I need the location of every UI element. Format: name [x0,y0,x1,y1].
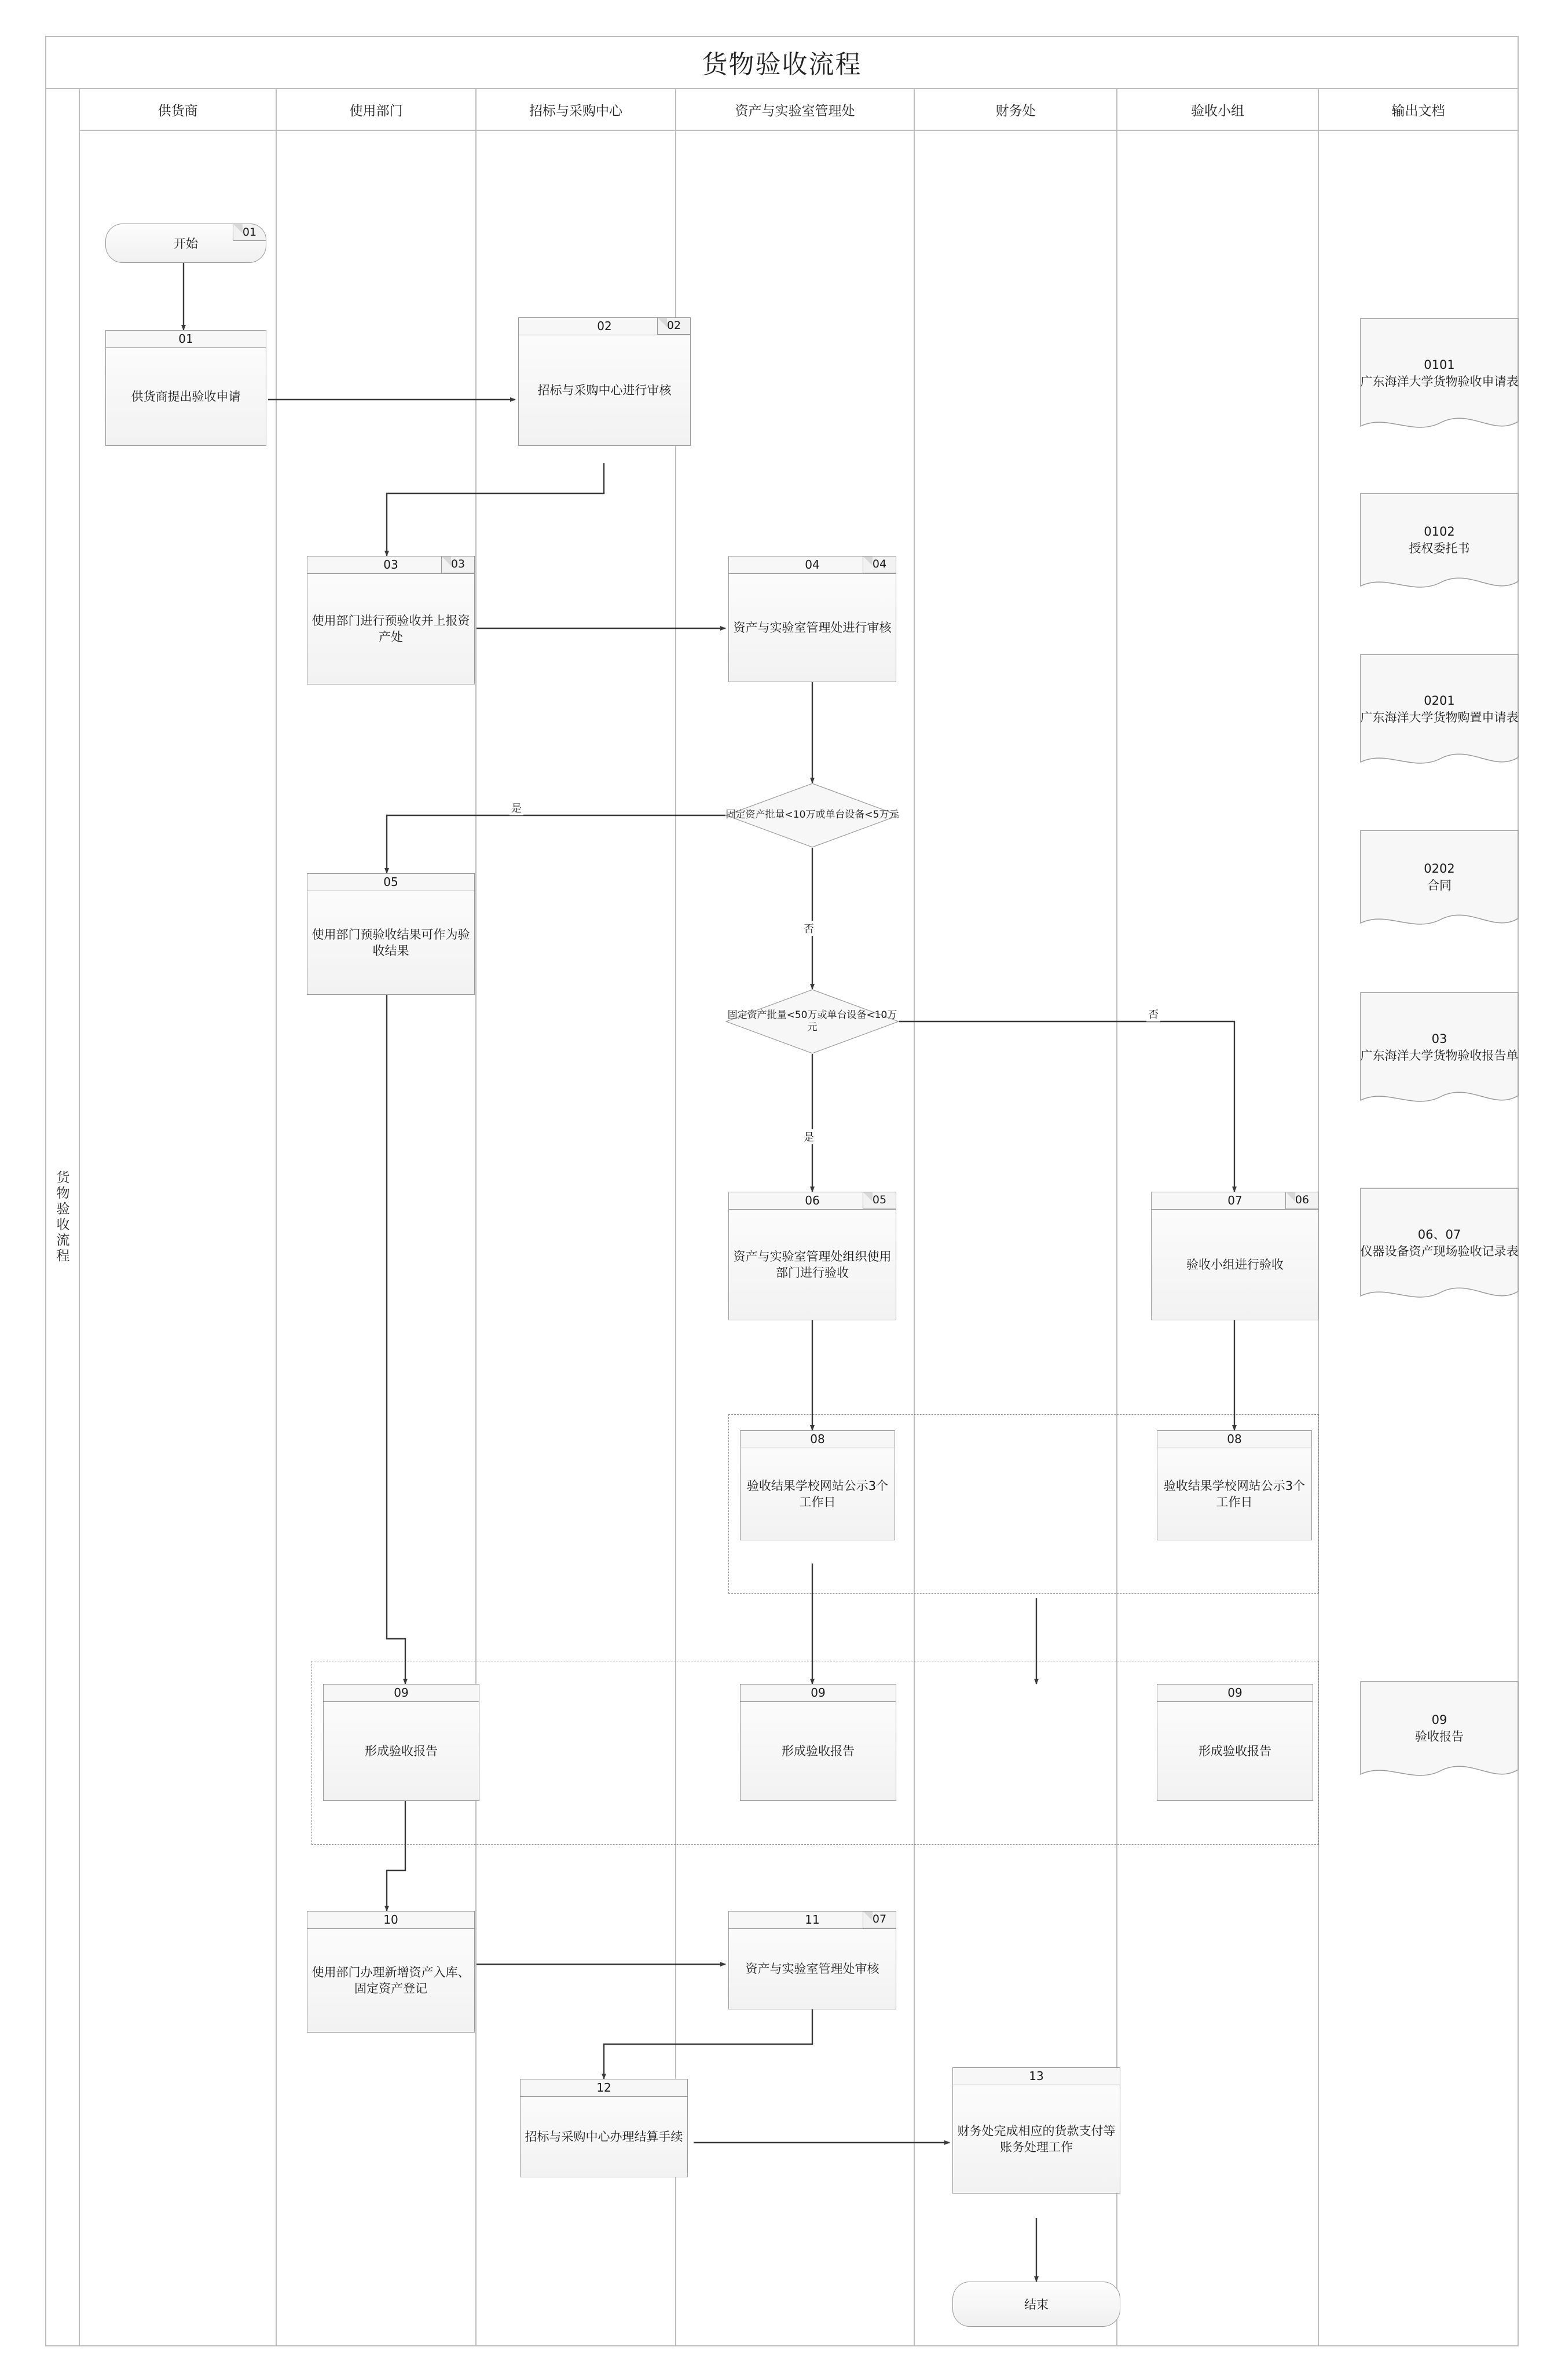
vertical-title-column [45,89,80,2346]
node-08b-label: 验收结果学校网站公示3个工作日 [1163,1478,1306,1509]
node-supplier-apply[interactable] [105,330,266,446]
node-11-tag: 07 [863,1911,896,1928]
node-13-number: 13 [953,2068,1120,2085]
doc-0202-content [1359,829,1519,933]
node-report-acceptance-group[interactable] [1157,1684,1313,1801]
node-end-label: 结束 [1024,2298,1049,2312]
node-10-label: 使用部门办理新增资产入库、固定资产登记 [311,1965,470,1995]
node-12-number: 12 [521,2079,687,2097]
node-09a-number: 09 [324,1685,479,1702]
node-group-acceptance[interactable] [1151,1192,1319,1320]
doc-09-number: 09 [1431,1712,1447,1727]
lane-header-using-dept: 使用部门 [277,89,477,131]
node-04-tag: 04 [863,556,896,573]
doc-0607-label: 仪器设备资产现场验收记录表 [1360,1244,1519,1258]
lane-body-supplier [80,131,277,2346]
page-title: 货物验收流程 [45,36,1519,89]
lane-header-supplier: 供货商 [80,89,277,131]
doc-0202-label: 合同 [1427,878,1452,892]
node-08a-number: 08 [741,1431,895,1448]
node-bidding-review[interactable] [518,317,691,446]
doc-0201-content [1359,653,1519,774]
edge-label-d1-yes: 是 [510,800,523,815]
node-06-number: 06 [729,1192,896,1210]
doc-0607-number: 06、07 [1417,1227,1461,1242]
lane-header-output-docs: 输出文档 [1319,89,1518,131]
node-06-tag: 05 [863,1192,896,1209]
node-report-using-dept[interactable] [323,1684,479,1801]
node-01-number: 01 [106,331,266,348]
node-start[interactable] [105,224,266,263]
node-finance-payment[interactable] [952,2067,1120,2194]
decision-threshold-2[interactable] [725,989,899,1054]
node-05-label: 使用部门预验收结果可作为验收结果 [311,927,470,958]
doc-09-label: 验收报告 [1415,1730,1464,1744]
node-06-label: 资产与实验室管理处组织使用部门进行验收 [733,1249,892,1280]
node-asset-office-verify[interactable] [728,1911,896,2009]
node-asset-organize-acceptance[interactable] [728,1192,896,1320]
lane-body-finance [915,131,1117,2346]
doc-0201-label: 广东海洋大学货物购置申请表 [1360,711,1519,724]
doc-0607[interactable] [1359,1187,1519,1308]
node-dept-pre-result-valid[interactable] [307,873,475,995]
node-dept-asset-registration[interactable] [307,1911,475,2033]
doc-0607-content [1359,1187,1519,1308]
doc-03-content [1359,991,1519,1112]
node-02-label: 招标与采购中心进行审核 [537,383,672,397]
node-end[interactable] [952,2282,1120,2327]
decision-threshold-1[interactable] [725,783,899,848]
doc-03-label: 广东海洋大学货物验收报告单 [1360,1049,1519,1063]
doc-09[interactable] [1359,1680,1519,1785]
node-13-label: 财务处完成相应的货款支付等账务处理工作 [957,2123,1116,2154]
node-03-tag: 03 [441,556,475,573]
doc-0201-number: 0201 [1424,693,1455,708]
doc-03[interactable] [1359,991,1519,1112]
node-02-tag: 02 [657,317,691,335]
edge-label-d1-no: 否 [802,921,816,936]
node-07-number: 07 [1152,1192,1318,1210]
vertical-title-text: 货物验收流程 [54,1170,69,1264]
lane-header-acceptance-group: 验收小组 [1117,89,1319,131]
decision-1-label: 固定资产批量<10万或单台设备<5万元 [725,809,899,821]
node-09b-label: 形成验收报告 [782,1744,855,1758]
lane-body-bidding-center [477,131,676,2346]
node-09c-number: 09 [1157,1685,1313,1702]
node-bidding-settlement[interactable] [520,2079,688,2177]
doc-0101-content [1359,317,1519,438]
doc-0201[interactable] [1359,653,1519,774]
node-04-label: 资产与实验室管理处进行审核 [733,620,892,635]
doc-0102[interactable] [1359,492,1519,596]
doc-0101[interactable] [1359,317,1519,438]
node-02-number: 02 [519,318,690,335]
doc-0101-number: 0101 [1424,357,1455,372]
node-04-number: 04 [729,556,896,574]
lane-header-finance: 财务处 [915,89,1117,131]
node-12-label: 招标与采购中心办理结算手续 [525,2129,683,2144]
node-09c-label: 形成验收报告 [1199,1744,1271,1758]
node-08a-label: 验收结果学校网站公示3个工作日 [746,1478,889,1509]
doc-0102-content [1359,492,1519,596]
doc-0102-number: 0102 [1424,524,1455,539]
doc-09-content [1359,1680,1519,1785]
node-09b-number: 09 [741,1685,896,1702]
node-asset-review[interactable] [728,556,896,682]
doc-0101-label: 广东海洋大学货物验收申请表 [1360,375,1519,389]
node-01-label: 供货商提出验收申请 [131,389,241,404]
node-11-label: 资产与实验室管理处审核 [745,1961,879,1976]
node-07-tag: 06 [1285,1192,1319,1209]
node-05-number: 05 [307,874,474,891]
node-10-number: 10 [307,1912,474,1929]
edge-label-d2-yes: 是 [802,1129,816,1144]
doc-0202-number: 0202 [1424,861,1455,876]
node-dept-pre-acceptance[interactable] [307,556,475,684]
doc-0102-label: 授权委托书 [1409,541,1470,555]
decision-2-label: 固定资产批量<50万或单台设备<10万元 [727,1009,897,1033]
lane-header-bidding-center: 招标与采购中心 [477,89,676,131]
doc-0202[interactable] [1359,829,1519,933]
node-start-label: 开始 [174,237,198,251]
node-11-number: 11 [729,1912,896,1929]
node-03-label: 使用部门进行预验收并上报资产处 [311,613,470,644]
node-08b-number: 08 [1157,1431,1311,1448]
node-report-asset-office[interactable] [740,1684,896,1801]
doc-03-number: 03 [1431,1031,1447,1046]
node-start-tag: 01 [233,224,266,241]
node-publish-asset[interactable] [740,1430,895,1540]
node-07-label: 验收小组进行验收 [1186,1257,1284,1272]
node-09a-label: 形成验收报告 [365,1744,438,1758]
lane-header-asset-lab-office: 资产与实验室管理处 [676,89,915,131]
edge-label-d2-no: 否 [1146,1006,1160,1021]
node-03-number: 03 [307,556,474,574]
node-publish-group[interactable] [1157,1430,1312,1540]
